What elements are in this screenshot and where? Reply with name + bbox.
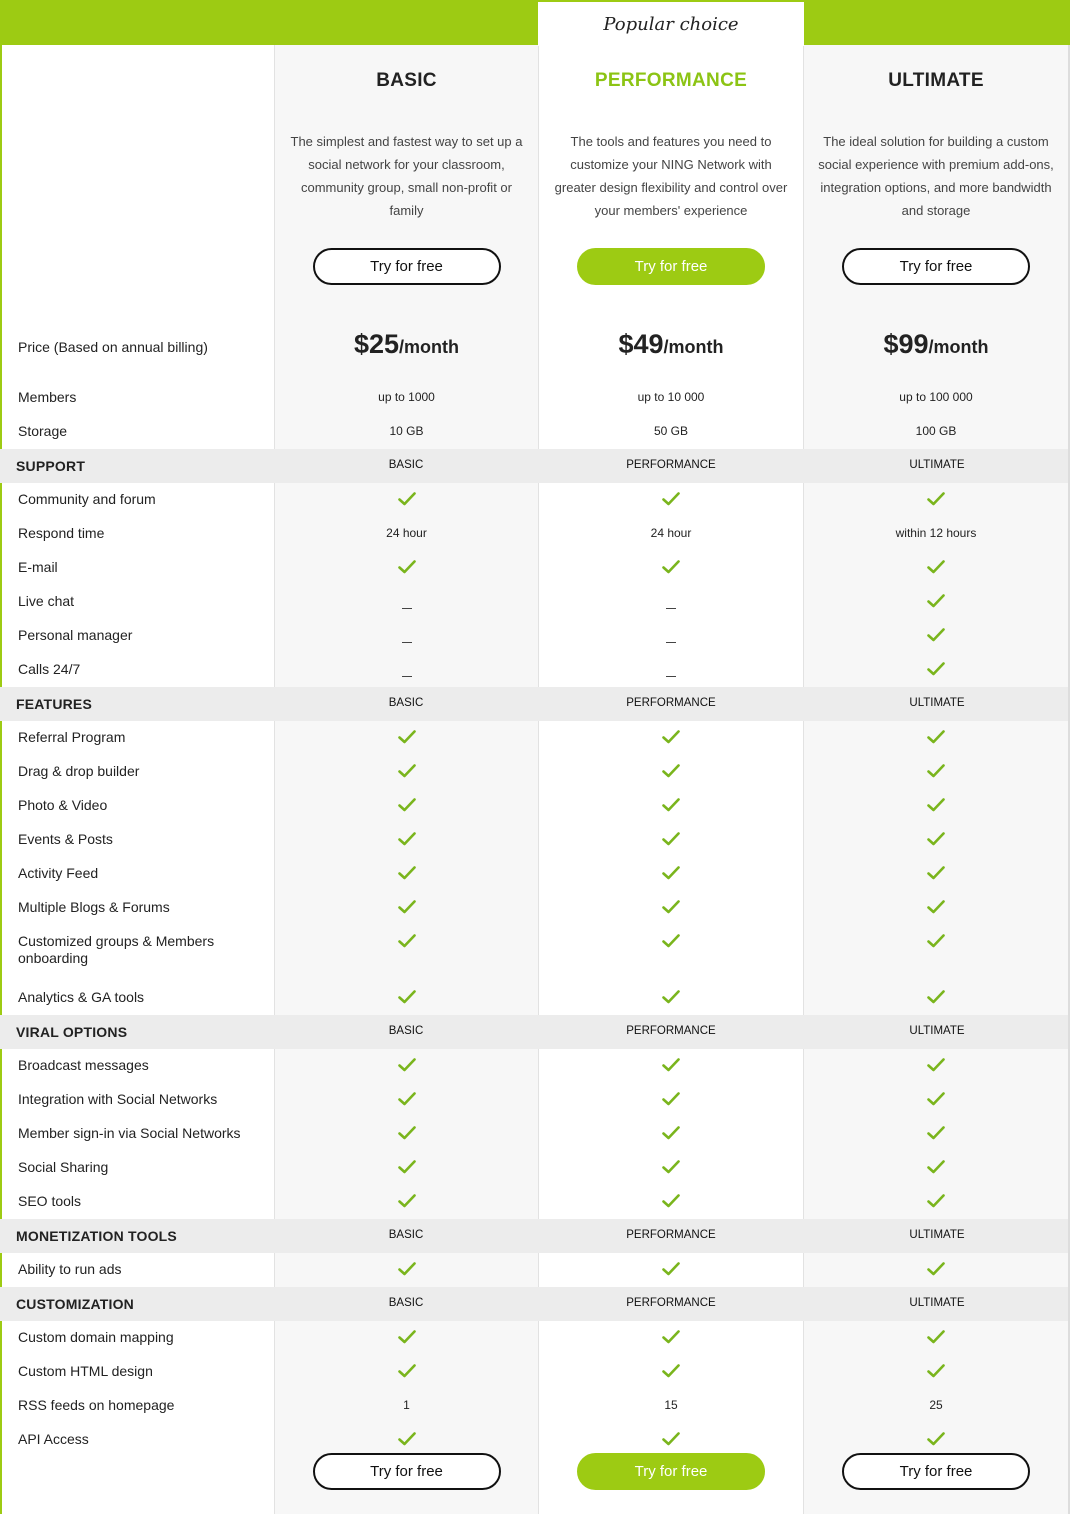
price-amount: $99 xyxy=(883,329,929,359)
check-icon xyxy=(539,1262,803,1279)
check-icon xyxy=(804,492,1068,509)
feature-label: Members xyxy=(18,389,77,405)
plan-header-performance xyxy=(539,45,803,385)
feature-label: Ability to run ads xyxy=(18,1261,122,1277)
feature-value: 50 GB xyxy=(653,424,689,438)
check-icon xyxy=(539,1432,803,1449)
plan-description: The ideal solution for building a custom social experience with premium add-ons, integration options, and more bandwidth and storage xyxy=(818,134,1054,218)
check-icon xyxy=(539,492,803,509)
check-icon xyxy=(804,764,1068,781)
dash-icon xyxy=(539,635,803,649)
feature-label: Personal manager xyxy=(18,627,133,643)
feature-label: Events & Posts xyxy=(18,831,113,847)
check-icon xyxy=(804,730,1068,747)
try-for-free-button-basic[interactable]: Try for free xyxy=(313,248,501,285)
check-icon xyxy=(804,628,1068,645)
section-title: FEATURES xyxy=(16,696,93,712)
check-icon xyxy=(539,764,803,781)
check-icon xyxy=(275,900,538,917)
check-icon xyxy=(275,990,538,1007)
check-icon xyxy=(804,662,1068,679)
feature-label: Referral Program xyxy=(18,729,126,745)
feature-value: up to 100 000 xyxy=(899,390,973,404)
check-icon xyxy=(275,832,538,849)
price-amount: $49 xyxy=(618,329,664,359)
check-icon xyxy=(275,1330,538,1347)
feature-label: Customized groups & Members onboarding xyxy=(18,933,215,966)
dash-icon xyxy=(275,635,538,649)
feature-value: 24 hour xyxy=(386,526,427,540)
check-icon xyxy=(804,1262,1068,1279)
check-icon xyxy=(539,1058,803,1075)
check-icon xyxy=(804,1160,1068,1177)
try-for-free-button-ultimate[interactable]: Try for free xyxy=(842,248,1030,285)
feature-label: Live chat xyxy=(18,593,75,609)
check-icon xyxy=(275,1160,538,1177)
feature-label: Integration with Social Networks xyxy=(18,1091,218,1107)
feature-label: Storage xyxy=(18,423,68,439)
check-icon xyxy=(804,560,1068,577)
feature-label: Community and forum xyxy=(18,491,156,507)
section-plan-label-ultimate: ULTIMATE xyxy=(909,697,965,709)
section-plan-label-basic: BASIC xyxy=(388,1297,424,1309)
check-icon xyxy=(804,990,1068,1007)
section-plan-label-ultimate: ULTIMATE xyxy=(909,1229,965,1241)
feature-label: Analytics & GA tools xyxy=(18,989,145,1005)
plan-description: The simplest and fastest way to set up a social network for your classroom, community group, small non-profit or family xyxy=(290,134,523,218)
check-icon xyxy=(539,560,803,577)
plan-price xyxy=(539,329,803,360)
check-icon xyxy=(539,990,803,1007)
check-icon xyxy=(804,1432,1068,1449)
feature-value: 24 hour xyxy=(650,526,692,540)
check-icon xyxy=(275,1092,538,1109)
dash-icon xyxy=(275,669,538,683)
feature-label: Multiple Blogs & Forums xyxy=(18,899,170,915)
check-icon xyxy=(275,1126,538,1143)
feature-value: 10 GB xyxy=(389,424,424,438)
feature-label: Calls 24/7 xyxy=(18,661,81,677)
plan-price xyxy=(275,329,538,360)
check-icon xyxy=(539,730,803,747)
section-plan-label-performance: PERFORMANCE xyxy=(626,1229,716,1241)
plan-name: BASIC xyxy=(376,70,437,91)
check-icon xyxy=(539,866,803,883)
price-label: Price (Based on annual billing) xyxy=(18,339,208,355)
check-icon xyxy=(804,594,1068,611)
feature-label: SEO tools xyxy=(18,1193,82,1209)
check-icon xyxy=(804,866,1068,883)
feature-label: Social Sharing xyxy=(18,1159,109,1175)
check-icon xyxy=(275,764,538,781)
section-plan-label-basic: BASIC xyxy=(388,1229,424,1241)
section-title: SUPPORT xyxy=(16,458,86,474)
check-icon xyxy=(539,1364,803,1381)
section-plan-label-ultimate: ULTIMATE xyxy=(909,1297,965,1309)
try-for-free-button-performance[interactable]: Try for free xyxy=(577,248,765,285)
popular-choice-tab: Popular choice xyxy=(538,2,804,46)
price-amount: $25 xyxy=(353,329,400,359)
feature-label: API Access xyxy=(18,1431,89,1447)
check-icon xyxy=(539,1194,803,1211)
check-icon xyxy=(804,1330,1068,1347)
feature-value: within 12 hours xyxy=(895,526,977,540)
check-icon xyxy=(275,730,538,747)
try-for-free-bottom-button-performance[interactable]: Try for free xyxy=(577,1453,765,1490)
section-plan-label-performance: PERFORMANCE xyxy=(626,1297,716,1309)
check-icon xyxy=(275,934,538,951)
check-icon xyxy=(539,1160,803,1177)
feature-label: Member sign-in via Social Networks xyxy=(18,1125,241,1141)
dash-icon xyxy=(539,669,803,683)
feature-label: Drag & drop builder xyxy=(18,763,140,779)
section-title: VIRAL OPTIONS xyxy=(16,1024,128,1040)
check-icon xyxy=(539,798,803,815)
plan-header-ultimate xyxy=(804,45,1068,385)
feature-value: 25 xyxy=(929,1398,943,1412)
top-accent-bar xyxy=(0,0,1070,45)
feature-label: Activity Feed xyxy=(18,865,99,881)
feature-label: Broadcast messages xyxy=(18,1057,149,1073)
feature-label: E-mail xyxy=(18,559,58,575)
feature-value: 1 xyxy=(403,1398,410,1412)
plan-description: The tools and features you need to customize your NING Network with greater design flexibility and control over your members' experience xyxy=(554,134,788,218)
check-icon xyxy=(539,1330,803,1347)
feature-label: Custom HTML design xyxy=(18,1363,153,1379)
check-icon xyxy=(275,866,538,883)
plan-price xyxy=(804,329,1068,360)
check-icon xyxy=(539,934,803,951)
feature-value: up to 1000 xyxy=(378,390,435,404)
check-icon xyxy=(275,1432,538,1449)
check-icon xyxy=(275,1364,538,1381)
check-icon xyxy=(804,900,1068,917)
plan-name: PERFORMANCE xyxy=(594,70,748,91)
section-plan-label-ultimate: ULTIMATE xyxy=(909,459,965,471)
section-title: CUSTOMIZATION xyxy=(16,1296,134,1312)
price-period: /month xyxy=(399,337,460,357)
check-icon xyxy=(804,798,1068,815)
price-period: /month xyxy=(663,337,724,357)
section-plan-label-basic: BASIC xyxy=(388,459,424,471)
feature-label: Photo & Video xyxy=(18,797,108,813)
check-icon xyxy=(275,1058,538,1075)
section-plan-label-basic: BASIC xyxy=(388,697,424,709)
price-period: /month xyxy=(928,337,989,357)
dash-icon xyxy=(275,601,538,615)
check-icon xyxy=(275,1194,538,1211)
check-icon xyxy=(804,1126,1068,1143)
check-icon xyxy=(539,1092,803,1109)
section-title: MONETIZATION TOOLS xyxy=(16,1228,177,1244)
check-icon xyxy=(804,934,1068,951)
check-icon xyxy=(275,492,538,509)
feature-value: 15 xyxy=(664,1398,678,1412)
feature-label: Custom domain mapping xyxy=(18,1329,174,1345)
check-icon xyxy=(804,1092,1068,1109)
dash-icon xyxy=(539,601,803,615)
check-icon xyxy=(804,832,1068,849)
section-plan-label-basic: BASIC xyxy=(388,1025,424,1037)
feature-value: up to 10 000 xyxy=(637,390,705,404)
check-icon xyxy=(804,1364,1068,1381)
try-for-free-bottom-button-ultimate[interactable]: Try for free xyxy=(842,1453,1030,1490)
check-icon xyxy=(804,1058,1068,1075)
feature-value: 100 GB xyxy=(915,424,957,438)
check-icon xyxy=(539,900,803,917)
check-icon xyxy=(275,798,538,815)
section-plan-label-performance: PERFORMANCE xyxy=(626,1025,716,1037)
feature-label: Respond time xyxy=(18,525,105,541)
check-icon xyxy=(804,1194,1068,1211)
section-plan-label-ultimate: ULTIMATE xyxy=(909,1025,965,1037)
section-plan-label-performance: PERFORMANCE xyxy=(626,697,716,709)
check-icon xyxy=(275,1262,538,1279)
section-plan-label-performance: PERFORMANCE xyxy=(626,459,716,471)
check-icon xyxy=(275,560,538,577)
check-icon xyxy=(539,1126,803,1143)
try-for-free-bottom-button-basic[interactable]: Try for free xyxy=(313,1453,501,1490)
plan-header-basic xyxy=(275,45,538,385)
feature-label: RSS feeds on homepage xyxy=(18,1397,175,1413)
check-icon xyxy=(539,832,803,849)
plan-name: ULTIMATE xyxy=(888,70,984,91)
